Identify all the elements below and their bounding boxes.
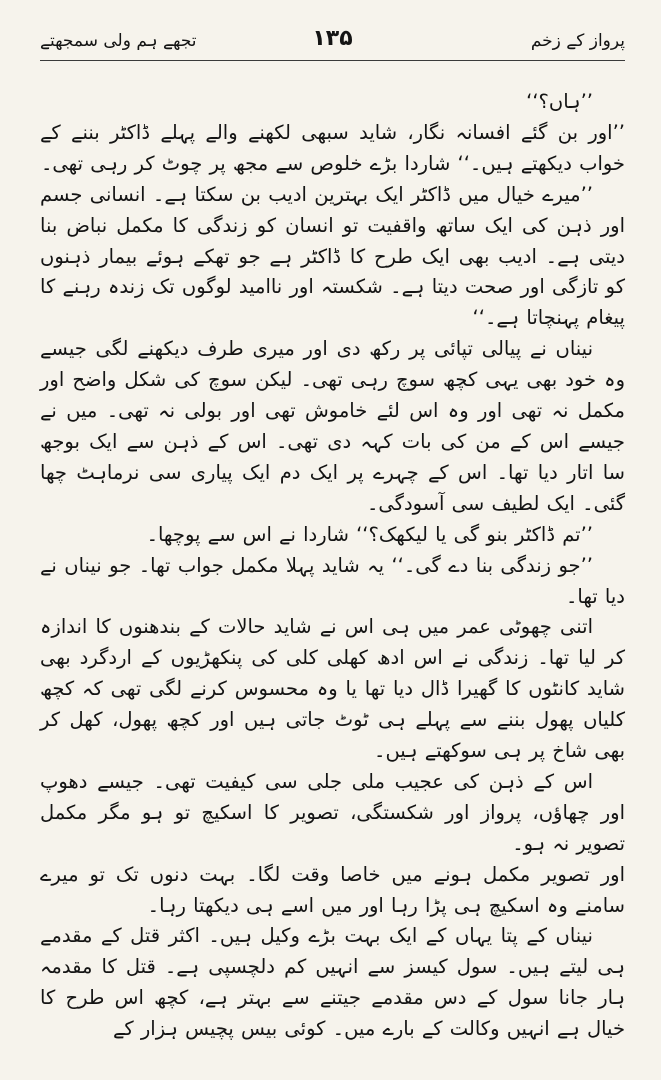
- paragraph: نیناں نے پیالی تپائی پر رکھ دی اور میری طرف دیکھنے لگی جیسے وہ خود بھی یہی کچھ سوچ رہی تھی۔ لیکن سوچ کی شکل واضح اور مکمل نہ تھی اور وہ اس لئے خاموش تھی اور بولی نہ تھی۔ میں نے جیسے اس کے من کی بات کہہ دی تھی۔ اس کے ذہن سے ایک بوجھ سا اتار دیا تھا۔ اس کے چہرے پر ایک دم ایک پیاری سی نرماہٹ چھا گئی۔ ایک لطیف سی آسودگی۔: [40, 337, 625, 515]
- paragraph: ’’جو زندگی بنا دے گی۔‘‘ یہ شاید پہلا مکمل جواب تھا۔ جو نیناں نے دیا تھا۔: [40, 553, 625, 608]
- story-title: تجھے ہم ولی سمجھتے: [40, 31, 197, 51]
- paragraph: ’’ہاں؟‘‘: [526, 90, 593, 113]
- paragraph: ’’اور بن گئے افسانہ نگار، شاید سبھی لکھنے والے پہلے ڈاکٹر بننے کے خواب دیکھتے ہیں۔‘‘ شاردا بڑے خلوص سے مجھ پر چوٹ کر رہی تھی۔: [40, 120, 625, 175]
- book-title: پرواز کے زخم: [530, 31, 625, 51]
- paragraph: اتنی چھوٹی عمر میں ہی اس نے شاید حالات کے بندھنوں کا اندازہ کر لیا تھا۔ زندگی نے اس ادھ کھلی کلی کی پنکھڑیوں کے اردگرد بھی شاید کانٹوں کا گھیرا ڈال دیا تھا یا وہ محسوس کرنے لگی تھی کہ کچھ کلیاں پھول بننے سے پہلے ہی ٹوٹ جاتی ہیں اور کچھ پھول، کھل کر بھی شاخ پر ہی سوکھتے ہیں۔: [40, 615, 625, 763]
- paragraph: اس کے ذہن کی عجیب ملی جلی سی کیفیت تھی۔ جیسے دھوپ اور چھاؤں، پرواز اور شکستگی، تصویر کا اسکیچ تو ہو مگر مکمل تصویر نہ ہو۔: [40, 769, 625, 855]
- page-header: [40, 22, 625, 61]
- paragraph: ’’میرے خیال میں ڈاکٹر ایک بہترین ادیب بن سکتا ہے۔ انسانی جسم اور ذہن کی ایک ساتھ واقفیت تو انسان کو زندگی کا مکمل نباض بنا دیتی ہے۔ ادیب بھی ایک طرح کا ڈاکٹر ہے جو تھکے ہوئے بیمار ذہنوں کو تازگی اور صحت دیتا ہے۔ شکستہ اور ناامید لوگوں تک زندہ رہنے کا پیغام پہنچاتا ہے۔‘‘: [40, 182, 625, 330]
- paragraph: ’’تم ڈاکٹر بنو گی یا لیکھک؟‘‘ شاردا نے اس سے پوچھا۔: [146, 522, 593, 546]
- page-number: ۱۳۵: [312, 26, 353, 51]
- paragraph: نیناں کے پتا یہاں کے ایک بہت بڑے وکیل ہیں۔ اکثر قتل کے مقدمے ہی لیتے ہیں۔ سول کیسز سے انہیں کم دلچسپی ہے۔ قتل کا مقدمہ ہار جانا سول کے دس مقدمے جیتنے سے بہتر ہے، کچھ اس طرح کا خیال ہے انہیں وکالت کے بارے میں۔ کوئی بیس پچیس ہزار کے: [40, 924, 625, 1041]
- page-body: [40, 87, 625, 1045]
- paragraph: اور تصویر مکمل ہونے میں خاصا وقت لگا۔ بہت دنوں تک تو میرے سامنے وہ اسکیچ ہی پڑا رہا اور میں اسے ہی دیکھتا رہا۔: [40, 862, 625, 917]
